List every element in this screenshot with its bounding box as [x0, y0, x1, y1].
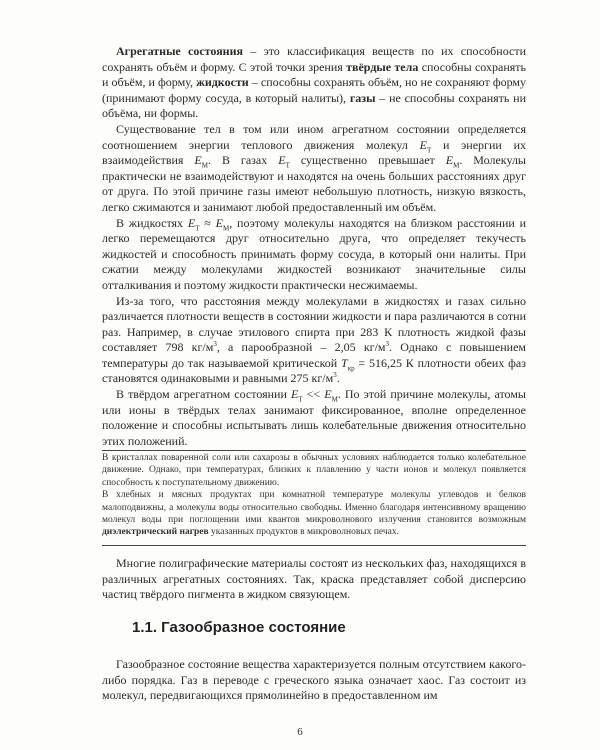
symbol-e: E	[194, 153, 202, 168]
paragraph-liquids	[102, 216, 526, 294]
paragraph-gaseous-state: Газообразное состояние вещества характеризуется полным отсутствием какого-либо порядка. Газ в переводе с греческого языка означает хаос. Газ состоит из молекул, передвигающихся прямолинейно в предоставленном им	[102, 657, 526, 703]
term-solids: твёрдые тела	[346, 59, 419, 74]
text-span: и энергии их взаимодействия	[102, 137, 526, 168]
symbol-e: E	[278, 153, 286, 168]
text-span: . По этой причине молекулы, атомы или ионы в твёрдых телах занимают фиксированное, вполне определенное положение и способны испытывать лишь колебательные движения относительно этих положений.	[102, 387, 526, 448]
symbol-e: E	[445, 153, 454, 168]
approx-sign: ≈	[199, 215, 216, 230]
superscript: 3	[333, 371, 337, 380]
subscript: М	[453, 161, 460, 170]
subscript: Т	[426, 145, 432, 154]
paragraph-solids	[102, 387, 526, 449]
term-dielectric-heating: диэлектрический нагрев	[102, 527, 209, 538]
text-span: указанных продуктов в микроволновых печах.	[208, 527, 400, 538]
text-span: . Молекулы практически не взаимодействуют и находятся на очень больших расстояниях друг от друга. По этой причине газы имеют небольшую плотность, низкую вязкость, легко сжимаются и занимают любой предоставленный им объём.	[102, 153, 526, 214]
note-crystals: В кристаллах поваренной соли или сахарозы в обычных условиях наблюдается только колебательное движение. Однако, при температурах, близких к плавлению у части ионов и молекул появляется способность к поступательному движению.	[102, 453, 526, 488]
paragraph-energy-ratio	[102, 122, 526, 216]
text-span: – это классификация веществ по их способности сохранять объём и форму. С этой точки зрения	[102, 44, 526, 74]
text-span: Существование тел в том или ином агрегатном состоянии определяется соотношением энергии теплового движения молекул	[102, 121, 526, 152]
term-aggregate-states: Агрегатные состояния	[116, 44, 244, 58]
subscript: Т	[285, 161, 290, 170]
subscript: кр	[347, 364, 355, 373]
symbol-e: E	[324, 387, 332, 402]
text-span: – способны сохранять объём, но не сохраняют форму (принимают форму сосуда, в который налиты),	[102, 75, 527, 105]
symbol-t: T	[341, 355, 348, 370]
term-liquids: жидкости	[196, 75, 249, 90]
note-block	[102, 452, 526, 539]
superscript: 3	[385, 340, 390, 349]
paragraph-aggregate-states	[102, 44, 526, 122]
text-span: существенно превышает	[289, 153, 446, 168]
section-heading: 1.1. Газообразное состояние	[132, 619, 346, 636]
text-span: способны сохранять и объём, и форму,	[102, 59, 526, 90]
page-number: 6	[297, 726, 303, 738]
symbol-e: E	[419, 137, 427, 152]
text-span: . Однако с повышением температуры до так называемой критической	[102, 340, 526, 370]
paragraph-density	[102, 294, 526, 388]
note-microwave	[102, 489, 526, 539]
text-span: . В газах	[207, 153, 279, 168]
subscript: М	[331, 395, 338, 404]
text-span: В твёрдом агрегатном состоянии	[116, 387, 291, 402]
section-text	[102, 657, 526, 704]
subscript: Т	[298, 395, 303, 404]
text-span: = 516,25 К плотности обеих фаз становятся одинаковыми и равными 275 кг/м	[102, 355, 526, 386]
subscript: М	[223, 223, 230, 232]
paragraph-printing-materials: Многие полиграфические материалы состоят из нескольких фаз, находящихся в различных агрегатных состояниях. Так, краска представляет собой дисперсию частиц твёрдого пигмента в жидком связующем.	[102, 556, 526, 602]
much-less-sign: <<	[302, 387, 325, 402]
symbol-e: E	[215, 215, 223, 230]
text-span: В хлебных и мясных продуктах при комнатной температуре молекулы углеводов и белков малоподвижны, а молекулы воды относительно свободны. Именно благодаря интенсивному вращению молекул воды при поглощении ими квантов микроволнового излучения становится возможным	[102, 490, 526, 526]
symbol-e: E	[290, 387, 299, 402]
superscript: 3	[213, 340, 217, 349]
text-span: , поэтому молекулы находятся на близком расстоянии и легко перемещаются друг относительно друга, что определяет текучесть жидкостей и способность принимать форму сосуда, в который они налиты. При сжатии между молекулами жидкостей возникают значительные силы отталкивания и поэтому жидкости практически несжимаемы.	[102, 215, 526, 292]
note-bottom-rule	[102, 545, 526, 546]
main-text	[102, 44, 526, 449]
term-gases: газы	[349, 90, 376, 105]
text-span: – не способны сохранять ни объёма, ни формы.	[102, 90, 526, 121]
subscript: Т	[195, 223, 200, 232]
text-span: Из-за того, что расстояния между молекулами в жидкостях и газах сильно различается плотности веществ в состоянии жидкости и пара различаются в сотни раз. Например, в случае этилового спирта при 283 К плотность жидкой фазы составляет 798 кг/м	[102, 293, 526, 355]
text-span: , а парообразной – 2,05 кг/м	[216, 340, 386, 355]
text-span: В жидкостях	[116, 215, 188, 230]
text-span: .	[336, 371, 340, 386]
after-note-text	[102, 556, 526, 603]
note-top-rule	[102, 450, 526, 451]
subscript: М	[201, 161, 208, 170]
symbol-e: E	[187, 215, 196, 230]
